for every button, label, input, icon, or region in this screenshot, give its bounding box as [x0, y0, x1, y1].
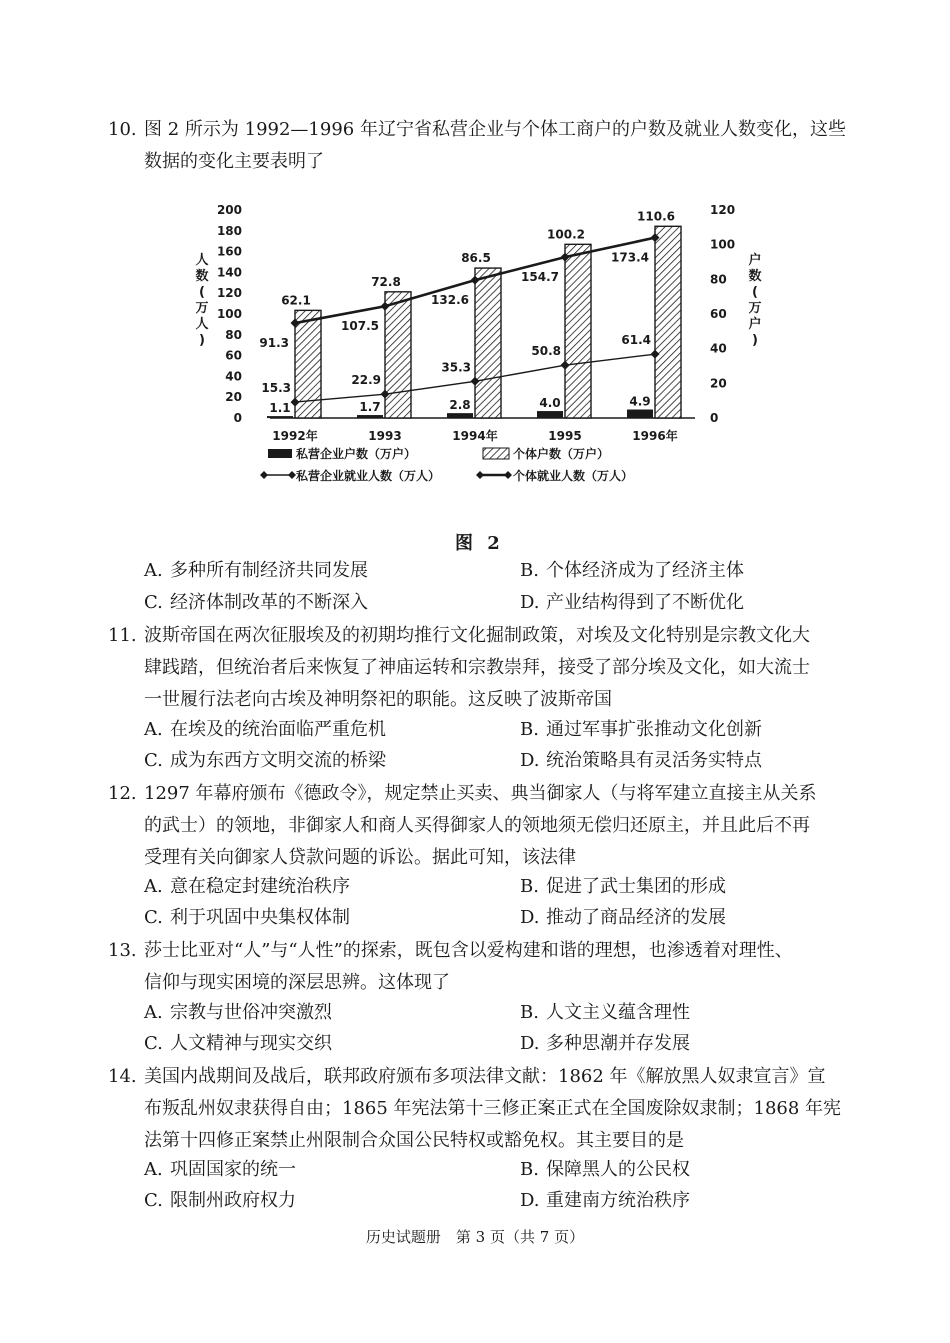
question-11-stem [108, 620, 848, 716]
option-letter: A. [144, 876, 163, 897]
private-employment-label: 50.8 [531, 344, 561, 359]
stem-line: 图 2 所示为 1992—1996 年辽宁省私营企业与个体工商户的户数及就业人数变化，这些 [144, 119, 846, 140]
question-14-stem [108, 1061, 848, 1157]
option-text: 成为东西方文明交流的桥梁 [170, 750, 386, 771]
left-axis-label-char: 人 [195, 317, 209, 332]
left-tick-label: 20 [225, 390, 242, 405]
option-letter: B. [520, 719, 539, 740]
individual-employment-label: 173.4 [611, 250, 649, 265]
left-axis-label-char: ( [199, 285, 205, 300]
option-c[interactable] [144, 904, 350, 932]
option-text: 意在稳定封建统治秩序 [170, 876, 350, 897]
legend-label: 个体就业人数（万人） [513, 469, 634, 483]
legend-label: 私营企业户数（万户） [296, 447, 417, 461]
option-c[interactable] [144, 1030, 332, 1058]
page-footer: 历史试题册 第 3 页（共 7 页） [365, 1228, 585, 1246]
right-tick-label: 100 [710, 237, 736, 252]
bar-label-individual-count: 110.6 [637, 209, 675, 224]
bar-label-individual-count: 72.8 [371, 274, 401, 289]
figure-caption: 图 2 [455, 533, 504, 554]
question-10-stem [108, 114, 848, 178]
bar-individual-household-count [475, 268, 501, 418]
option-text: 巩固国家的统一 [170, 1159, 296, 1180]
bar-private-enterprise-count [537, 411, 563, 418]
legend-swatch-private-count [268, 449, 292, 458]
option-text: 个体经济成为了经济主体 [546, 560, 744, 581]
option-text: 重建南方统治秩序 [546, 1190, 690, 1211]
option-letter: B. [520, 876, 539, 897]
option-text: 在埃及的统治面临严重危机 [170, 719, 386, 740]
left-tick-label: 140 [216, 265, 242, 280]
bar-private-enterprise-count [357, 415, 383, 418]
category-label: 1996年 [632, 429, 678, 443]
stem-line: 布叛乱州奴隶获得自由；1865 年宪法第十三修正案正式在全国废除奴隶制；1868 年宪 [144, 1098, 842, 1119]
right-axis-label-char: ( [752, 285, 758, 300]
right-tick-label: 40 [710, 341, 727, 356]
right-axis-label-char: ) [752, 333, 758, 348]
legend-label: 个体户数（万户） [513, 447, 610, 461]
stem-line: 数据的变化主要表明了 [144, 151, 324, 172]
stem-line: 波斯帝国在两次征服埃及的初期均推行文化掘制政策，对埃及文化特别是宗教文化大 [144, 625, 810, 646]
legend-marker [504, 471, 512, 479]
stem-line: 莎士比亚对“人”与“人性”的探索，既包含以爱构建和谐的理想，也渗透着对理性、 [144, 940, 793, 961]
right-axis-label-char: 万 [748, 301, 762, 316]
stem-line: 法第十四修正案禁止州限制合众国公民特权或豁免权。其主要目的是 [144, 1130, 684, 1151]
individual-employment-label: 154.7 [521, 270, 559, 285]
left-tick-label: 80 [225, 327, 242, 342]
option-b[interactable] [520, 999, 690, 1027]
individual-employment-label: 132.6 [431, 293, 469, 308]
option-text: 统治策略具有灵活务实特点 [546, 750, 762, 771]
individual-employment-label: 107.5 [341, 319, 379, 334]
option-a[interactable] [144, 716, 386, 744]
bar-private-enterprise-count [627, 410, 653, 418]
option-d[interactable] [520, 747, 762, 775]
option-letter: D. [520, 1190, 540, 1211]
question-number: 13. [108, 940, 137, 961]
left-tick-label: 200 [216, 203, 242, 217]
right-tick-label: 0 [710, 411, 719, 425]
right-axis-label-char: 数 [748, 269, 762, 284]
option-b[interactable] [520, 716, 762, 744]
legend-marker [288, 471, 296, 479]
left-tick-label: 180 [216, 223, 242, 238]
option-letter: B. [520, 1159, 539, 1180]
option-b[interactable] [520, 557, 744, 585]
option-text: 限制州政府权力 [170, 1190, 296, 1211]
option-d[interactable] [520, 1030, 690, 1058]
stem-line: 受理有关向御家人贷款问题的诉讼。据此可知，该法律 [144, 847, 576, 868]
option-letter: C. [144, 1190, 163, 1211]
question-13-stem [108, 935, 848, 999]
option-c[interactable] [144, 747, 386, 775]
option-letter: A. [144, 1002, 163, 1023]
option-letter: C. [144, 907, 163, 928]
option-c[interactable] [144, 1187, 296, 1215]
legend-marker [476, 471, 484, 479]
option-a[interactable] [144, 557, 368, 585]
bar-label-private-count: 4.9 [629, 394, 651, 409]
bar-label-individual-count: 86.5 [461, 251, 491, 266]
private-employment-label: 22.9 [351, 373, 381, 388]
category-label: 1993 [368, 429, 402, 443]
bar-individual-household-count [565, 244, 591, 418]
left-tick-label: 0 [233, 411, 242, 425]
left-axis-label-char: 万 [195, 301, 209, 316]
option-d[interactable] [520, 1187, 690, 1215]
bar-label-private-count: 2.8 [449, 398, 471, 413]
option-text: 保障黑人的公民权 [546, 1159, 690, 1180]
question-12-stem [108, 778, 848, 874]
option-letter: B. [520, 560, 539, 581]
option-text: 人文精神与现实交织 [170, 1033, 332, 1054]
private-employment-label: 61.4 [621, 333, 651, 348]
option-letter: A. [144, 1159, 163, 1180]
option-text: 多种思潮并存发展 [546, 1033, 690, 1054]
right-axis-label-char: 户 [748, 317, 762, 332]
question-number: 11. [108, 625, 137, 646]
option-letter: D. [520, 1033, 540, 1054]
legend-swatch-individual-count [483, 448, 509, 459]
employment-chart [180, 188, 762, 518]
legend-marker [260, 471, 268, 479]
option-text: 推动了商品经济的发展 [546, 907, 726, 928]
option-a[interactable] [144, 873, 350, 901]
left-tick-label: 40 [225, 369, 242, 384]
option-a[interactable] [144, 1156, 296, 1184]
option-a[interactable] [144, 999, 332, 1027]
left-axis-label-char: 数 [195, 269, 209, 284]
option-letter: D. [520, 907, 540, 928]
option-letter: B. [520, 1002, 539, 1023]
left-axis-label-char: ) [199, 333, 205, 348]
right-tick-label: 120 [710, 203, 736, 217]
stem-line: 一世履行法老向古埃及神明祭祀的职能。这反映了波斯帝国 [144, 689, 612, 710]
bar-label-private-count: 1.1 [269, 401, 291, 416]
option-text: 利于巩固中央集权体制 [170, 907, 350, 928]
option-d[interactable] [520, 589, 744, 617]
option-b[interactable] [520, 1156, 690, 1184]
stem-line: 1297 年幕府颁布《德政令》，规定禁止买卖、典当御家人（与将军建立直接主从关系 [144, 783, 817, 804]
stem-line: 的武士）的领地，非御家人和商人买得御家人的领地须无偿归还原主，并且此后不再 [144, 815, 810, 836]
option-letter: D. [520, 592, 540, 613]
bar-label-individual-count: 62.1 [281, 293, 311, 308]
bar-label-individual-count: 100.2 [547, 227, 585, 242]
category-label: 1994年 [452, 429, 498, 443]
bar-individual-household-count [655, 226, 681, 418]
option-text: 宗教与世俗冲突激烈 [170, 1002, 332, 1023]
left-axis-label-char: 人 [195, 253, 209, 268]
left-tick-label: 160 [216, 244, 242, 259]
option-d[interactable] [520, 904, 726, 932]
right-axis-label-char: 户 [748, 253, 762, 268]
option-c[interactable] [144, 589, 368, 617]
option-text: 多种所有制经济共同发展 [170, 560, 368, 581]
option-letter: D. [520, 750, 540, 771]
private-employment-label: 35.3 [441, 360, 471, 375]
legend-label: 私营企业就业人数（万人） [296, 469, 441, 483]
left-tick-label: 100 [216, 307, 242, 321]
category-label: 1992年 [272, 429, 318, 443]
private-employment-label: 15.3 [261, 381, 291, 396]
question-number: 10. [108, 119, 137, 140]
option-text: 经济体制改革的不断深入 [170, 592, 368, 613]
option-letter: C. [144, 592, 163, 613]
question-number: 14. [108, 1066, 137, 1087]
option-b[interactable] [520, 873, 726, 901]
right-tick-label: 60 [710, 307, 727, 321]
stem-line: 美国内战期间及战后，联邦政府颁布多项法律文献：1862 年《解放黑人奴隶宣言》宣 [144, 1066, 826, 1087]
bar-private-enterprise-count [447, 413, 473, 418]
left-tick-label: 120 [216, 286, 242, 301]
option-text: 通过军事扩张推动文化创新 [546, 719, 762, 740]
question-number: 12. [108, 783, 137, 804]
bar-private-enterprise-count [267, 416, 293, 418]
individual-employment-label: 91.3 [259, 336, 289, 351]
category-label: 1995 [548, 429, 582, 443]
stem-line: 信仰与现实困境的深层思辨。这体现了 [144, 972, 450, 993]
option-text: 产业结构得到了不断优化 [546, 592, 744, 613]
bar-label-private-count: 1.7 [359, 400, 381, 415]
option-letter: C. [144, 750, 163, 771]
right-tick-label: 80 [710, 272, 727, 287]
option-text: 促进了武士集团的形成 [546, 876, 726, 897]
option-letter: A. [144, 560, 163, 581]
stem-line: 肆践踏，但统治者后来恢复了神庙运转和宗教崇拜，接受了部分埃及文化，如大流士 [144, 657, 810, 678]
option-text: 人文主义蕴含理性 [546, 1002, 690, 1023]
bar-individual-household-count [385, 292, 411, 418]
right-tick-label: 20 [710, 376, 727, 391]
option-letter: A. [144, 719, 163, 740]
option-letter: C. [144, 1033, 163, 1054]
left-tick-label: 60 [225, 348, 242, 363]
bar-label-private-count: 4.0 [539, 396, 561, 411]
